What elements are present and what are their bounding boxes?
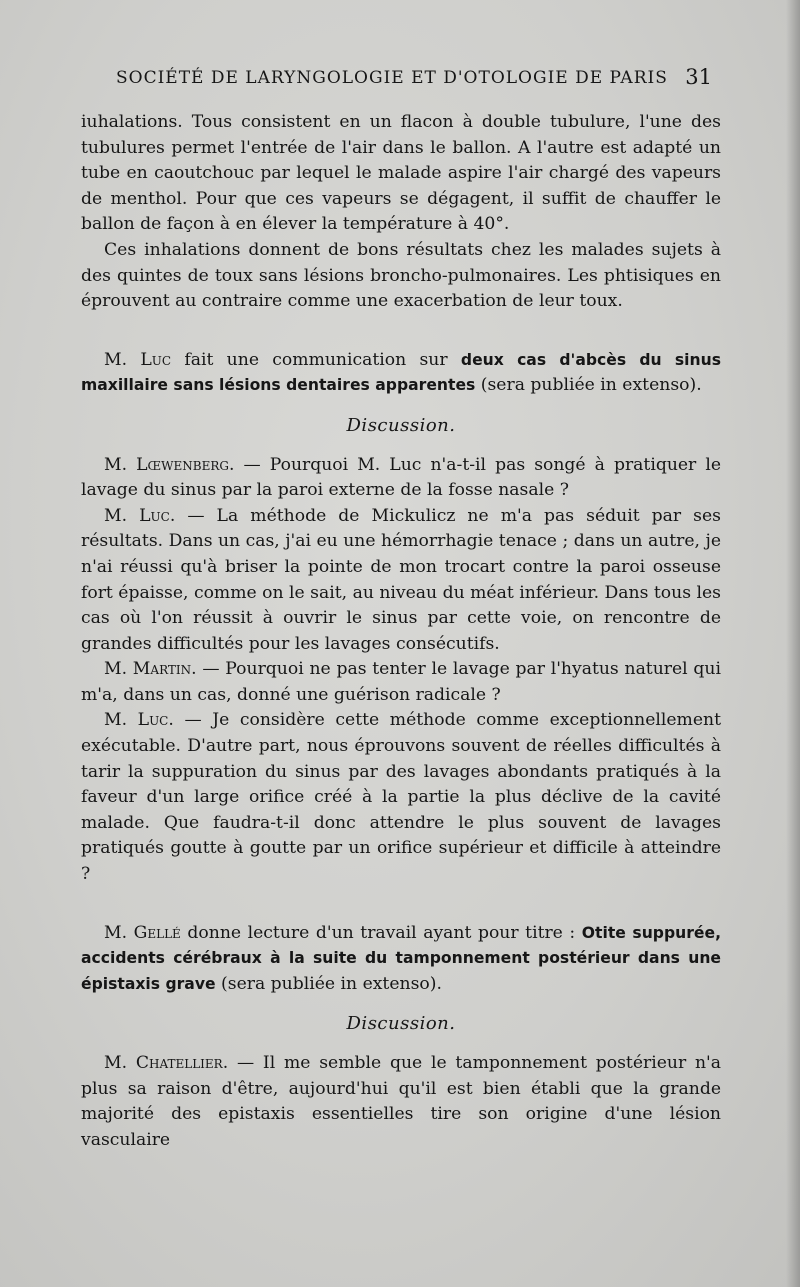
speaker-name: M. Gellé <box>104 922 181 943</box>
discussion-heading: Discussion. <box>346 1013 456 1035</box>
paragraph-martin: M. Martin. — Pourquoi ne pas tenter le lavage par l'hyatus naturel qui m'a, dans un cas, donné une guérison radicale ? <box>81 659 721 705</box>
paragraph-luc-second-reply: M. Luc. — Je considère cette méthode comme exceptionnellement exécutable. D'autre part, nous éprouvons souvent de réelles difficultés à tarir la suppuration du sinus par des lavages abondants pratiqués à la faveur d'un large orifice créé à la partie la plus déclive de la cavité malade. Que faudra-t-il donc attendre le plus souvent de lavages pratiqués goutte à goutte par un orifice supérieur et difficile à atteindre ? <box>81 710 722 885</box>
paragraph-results: Ces inhalations donnent de bons résultats chez les malades sujets à des quintes de toux sans lésions broncho-pulmonaires. Les phtisiques en éprouvent au contraire comme une exacerbation de leur toux. <box>81 239 721 312</box>
speaker-name: M. Luc <box>104 349 172 370</box>
paragraph-inhalations: iuhalations. Tous consistent en un flacon à double tubulure, l'une des tubulures permet l'entrée de l'air dans le ballon. A l'autre est adapté un tube en caoutchouc par lequel le malade aspire l'air chargé des vapeurs de menthol. Pour que ces vapeurs se dégagent, il suffit de chauffer le ballon de façon à en élever la température à 40°. <box>81 112 721 235</box>
paragraph-communication-gelle: M. Gellé donne lecture d'un travail ayant pour titre : Otite suppurée, accidents cérébraux à la suite du tamponnement postérieur dans une épistaxis grave (sera publiée in extenso). <box>81 922 721 994</box>
communication-title: Otite suppurée, accidents cérébraux à la suite du tamponnement postérieur dans une épistaxis grave <box>81 923 721 993</box>
speaker-name: M. Luc. <box>104 710 174 731</box>
paragraph-loewenberg: M. Lœwenberg. — Pourquoi M. Luc n'a-t-il pas songé à pratiquer le lavage du sinus par la paroi externe de la fosse nasale ? <box>81 454 721 501</box>
header-title: SOCIÉTÉ DE LARYNGOLOGIE ET D'OTOLOGIE DE PARIS <box>116 68 668 88</box>
paragraph-chatellier: M. Chatellier. — Il me semble que le tamponnement postérieur n'a plus sa raison d'être, aujourd'hui qu'il est bien établi que la grande majorité des epistaxis essentielles tire son origine d'une lésion vasculaire <box>81 1053 721 1150</box>
running-header <box>116 65 712 89</box>
body-text <box>81 110 721 1153</box>
discussion-heading: Discussion. <box>346 414 456 436</box>
speaker-name: M. Luc. <box>104 505 176 526</box>
paragraph-communication-luc: M. Luc fait une communication sur deux cas d'abcès du sinus maxillaire sans lésions dentaires apparentes (sera publiée in extenso). <box>81 349 722 396</box>
communication-title: deux cas d'abcès du sinus maxillaire sans lésions dentaires apparentes <box>81 350 722 395</box>
speaker-name: M. Lœwenberg. <box>104 454 235 475</box>
page-number: 31 <box>685 65 712 89</box>
paragraph-luc-reply: M. Luc. — La méthode de Mickulicz ne m'a pas séduit par ses résultats. Dans un cas, j'ai eu une hémorrhagie tenace ; dans un autre, je n'ai réussi qu'à briser la pointe de mon trocart contre la paroi osseuse fort épaisse, comme on le sait, au niveau du méat inférieur. Dans tous les cas où l'on réussit à ouvrir le sinus par cette voie, on rencontre de grandes difficultés pour les lavages consécutifs. <box>81 505 721 654</box>
speaker-name: M. Martin. <box>104 659 197 680</box>
speaker-name: M. Chatellier. <box>104 1053 229 1073</box>
